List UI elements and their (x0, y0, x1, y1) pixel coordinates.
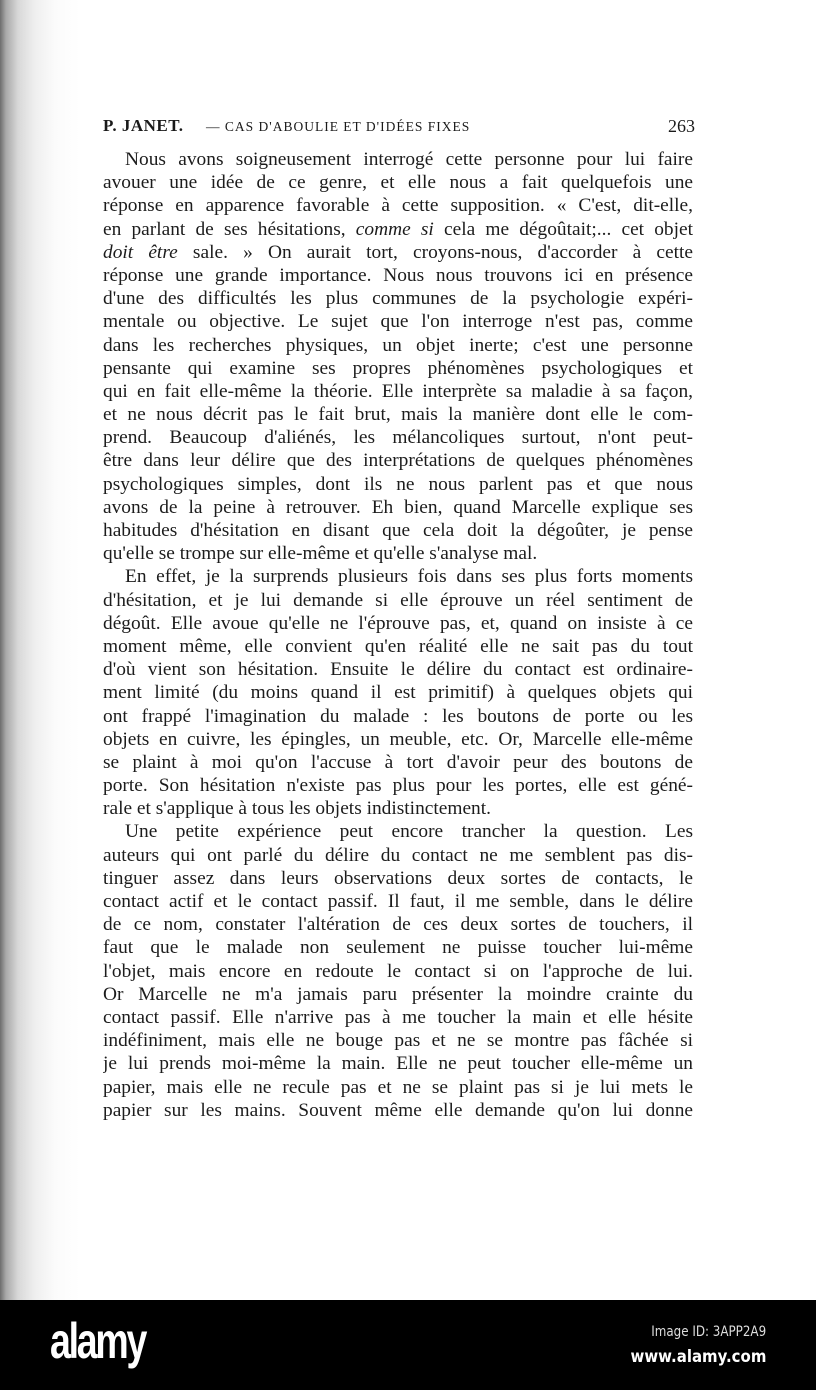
text-line (103, 334, 693, 357)
alamy-logo: alamy (50, 1313, 146, 1369)
text-line (103, 983, 693, 1006)
text-segment: tinguer assez dans leurs observations deux sortes de contacts, le (103, 867, 693, 889)
text-line (103, 287, 693, 310)
text-line (103, 310, 693, 333)
text-line (103, 913, 693, 936)
watermark-footer (0, 1300, 816, 1390)
text-segment: pensante qui examine ses propres phénomènes psychologiques et (103, 357, 693, 379)
text-line (103, 519, 693, 542)
text-line (103, 380, 693, 403)
text-segment: papier, mais elle ne recule pas et ne se plaint pas si je lui mets le (103, 1076, 693, 1098)
text-line (103, 1076, 693, 1099)
website-link[interactable]: www.alamy.com (630, 1347, 766, 1367)
text-segment: papier sur les mains. Souvent même elle demande qu'on lui donne (103, 1099, 693, 1121)
text-line (103, 751, 693, 774)
text-line (103, 844, 693, 867)
text-line (103, 1099, 693, 1122)
text-line (103, 426, 693, 449)
text-line (103, 403, 693, 426)
text-line (103, 728, 693, 751)
text-segment: avons de la peine à retrouver. Eh bien, quand Marcelle explique ses (103, 496, 693, 518)
text-segment: moment même, elle convient qu'en réalité elle ne sait pas du tout (103, 635, 693, 657)
text-line (103, 589, 693, 612)
text-line (103, 194, 693, 217)
text-segment: de ce nom, constater l'altération de ces deux sortes de touchers, il (103, 914, 693, 936)
paragraph (103, 820, 693, 1121)
text-segment: en parlant de ses hésitations, (103, 218, 356, 240)
text-line (103, 658, 693, 681)
text-line (103, 681, 693, 704)
text-segment: contact passif. Elle n'arrive pas à me toucher la main et elle hésite (103, 1006, 693, 1028)
text-line (103, 936, 693, 959)
page-number: 263 (668, 116, 695, 136)
text-segment: prend. Beaucoup d'aliénés, les mélancoliques surtout, n'ont peut- (103, 427, 693, 449)
text-line (103, 820, 693, 843)
text-segment: d'où vient son hésitation. Ensuite le délire du contact est ordinaire- (103, 659, 693, 681)
text-segment: psychologiques simples, dont ils ne nous parlent pas et que nous (103, 473, 693, 495)
text-segment: se plaint à moi qu'on l'accuse à tort d'avoir peur des boutons de (103, 751, 693, 773)
text-segment: et ne nous décrit pas le fait brut, mais la manière dont elle le com- (103, 404, 693, 426)
text-segment: contact actif et le contact passif. Il faut, il me semble, dans le délire (103, 891, 693, 912)
text-segment: d'une des difficultés les plus communes de la psychologie expéri- (103, 288, 693, 310)
header-title: — CAS D'ABOULIE ET D'IDÉES FIXES (206, 119, 471, 134)
text-segment: Nous avons soigneusement interrogé cette personne pour lui faire (125, 149, 693, 170)
text-segment: habitudes d'hésitation en disant que cela doit la dégoûter, je pense (103, 520, 693, 541)
image-id: Image ID: 3APP2A9 (651, 1324, 766, 1340)
text-line (103, 867, 693, 890)
text-segment: dans les recherches physiques, un objet inerte; c'est une personne (103, 334, 693, 356)
text-line (103, 496, 693, 519)
text-line (103, 774, 693, 797)
text-segment: cela me dégoûtait;... cet objet (433, 218, 693, 240)
text-segment: qui en fait elle-même la théorie. Elle interprète sa maladie à sa façon, (103, 380, 693, 402)
text-segment: ment limité (du moins quand il est primitif) à quelques objets qui (103, 682, 693, 704)
text-segment: mentale ou objective. Le sujet que l'on interroge n'est pas, comme (103, 311, 693, 333)
text-line (103, 241, 693, 264)
text-line (103, 449, 693, 472)
italic-text: comme si (355, 218, 434, 240)
paragraph (103, 565, 693, 820)
text-line (103, 797, 693, 820)
text-segment: indéfiniment, mais elle ne bouge pas et ne se montre pas fâchée si (103, 1030, 693, 1052)
text-line (103, 148, 693, 171)
text-segment: qu'elle se trompe sur elle-même et qu'elle s'analyse mal. (103, 543, 538, 565)
text-line (103, 705, 693, 728)
text-segment: d'hésitation, et je lui demande si elle éprouve un réel sentiment de (103, 589, 693, 611)
text-segment: objets en cuivre, les épingles, un meuble, etc. Or, Marcelle elle-même (103, 728, 693, 750)
text-segment: porte. Son hésitation n'existe pas plus pour les portes, elle est géné- (103, 775, 693, 797)
text-line (103, 565, 693, 588)
running-header (0, 116, 695, 140)
italic-text: doit être (103, 241, 178, 263)
text-line (103, 1006, 693, 1029)
header-author: P. JANET. (103, 116, 184, 135)
text-line (103, 218, 693, 241)
text-segment: être dans leur délire que des interprétations de quelques phénomènes (103, 450, 693, 472)
text-line (103, 1029, 693, 1052)
text-segment: En effet, je la surprends plusieurs fois dans ses plus forts moments (125, 566, 693, 588)
text-segment: sale. » On aurait tort, croyons-nous, d'accorder à cette (177, 241, 693, 263)
text-segment: auteurs qui ont parlé du délire du contact ne me semblent pas dis- (103, 844, 693, 866)
text-line (103, 890, 693, 913)
text-line (103, 960, 693, 983)
text-line (103, 171, 693, 194)
text-line (103, 612, 693, 635)
text-line (103, 357, 693, 380)
text-segment: l'objet, mais encore en redoute le contact si on l'approche de lui. (103, 960, 693, 982)
text-segment: Une petite expérience peut encore trancher la question. Les (125, 821, 693, 843)
text-line (103, 1052, 693, 1075)
text-segment: avouer une idée de ce genre, et elle nous a fait quelquefois une (103, 172, 693, 194)
text-segment: Or Marcelle ne m'a jamais paru présenter la moindre crainte du (103, 983, 693, 1005)
text-segment: dégoût. Elle avoue qu'elle ne l'éprouve pas, et, quand on insiste à ce (103, 612, 693, 634)
text-line (103, 542, 693, 565)
text-segment: je lui prends moi-même la main. Elle ne peut toucher elle-même un (103, 1053, 693, 1075)
paragraph (103, 148, 693, 565)
text-line (103, 635, 693, 658)
body-text (103, 148, 693, 1122)
text-segment: rale et s'applique à tous les objets indistinctement. (103, 798, 491, 820)
text-segment: faut que le malade non seulement ne puisse toucher lui-même (103, 937, 693, 959)
text-segment: réponse une grande importance. Nous nous trouvons ici en présence (103, 264, 693, 286)
text-line (103, 473, 693, 496)
text-segment: ont frappé l'imagination du malade : les boutons de porte ou les (103, 705, 693, 727)
text-line (103, 264, 693, 287)
text-segment: réponse en apparence favorable à cette supposition. « C'est, dit-elle, (103, 195, 693, 217)
